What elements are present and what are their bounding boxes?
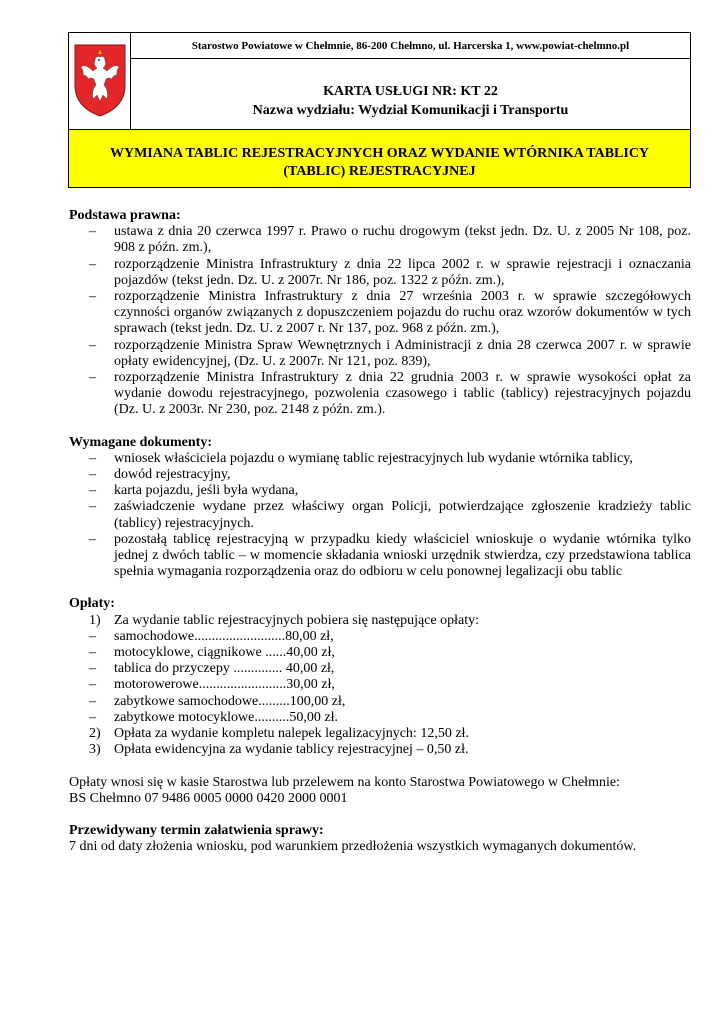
deadline-heading: Przewidywany termin załatwienia sprawy: bbox=[69, 822, 324, 838]
office-address: Starostwo Powiatowe w Chełmnie, 86-200 Chełmno, ul. Harcerska 1, www.powiat-chelmno.pl bbox=[131, 33, 690, 59]
list-item: – motocyklowe, ciągnikowe ......40,00 zł, bbox=[69, 645, 691, 661]
list-item: – rozporządzenie Ministra Infrastruktury z dnia 22 lipca 2002 r. w sprawie rejestracji i oznaczania pojazdów (tekst jedn. Dz. U. z 2007r. Nr 186, poz. 1322 z późn. zm.), bbox=[69, 257, 691, 289]
list-item: – rozporządzenie Ministra Spraw Wewnętrznych i Administracji z dnia 28 czerwca 2007 r. w sprawie opłaty ewidencyjnej, (Dz. U. z 2007r. Nr 121, poz. 839), bbox=[69, 338, 691, 370]
department-name: Nazwa wydziału: Wydział Komunikacji i Transportu bbox=[252, 103, 569, 118]
list-item: – ustawa z dnia 20 czerwca 1997 r. Prawo o ruchu drogowym (tekst jedn. Dz. U. z 2005 Nr 108, poz. 908 z późn. zm.), bbox=[69, 224, 691, 256]
list-item: – tablica do przyczepy .............. 40,00 zł, bbox=[69, 661, 691, 677]
coat-of-arms-icon bbox=[71, 41, 129, 119]
fee-item bbox=[69, 613, 691, 629]
list-item: – wniosek właściciela pojazdu o wymianę tablic rejestracyjnych lub wydanie wtórnika tablicy, bbox=[69, 451, 691, 467]
card-number: KARTA USŁUGI NR: KT 22 bbox=[323, 84, 498, 99]
list-item: – rozporządzenie Ministra Infrastruktury z dnia 27 września 2003 r. w sprawie szczegółowych czynności organów związanych z dopuszczeniem pojazdu do ruchu oraz wzorów dokumentów w tych sprawach (tekst jedn. Dz. U. z 2007 r. Nr 137, poz. 968 z późn. zm.), bbox=[69, 289, 691, 338]
list-item: – karta pojazdu, jeśli była wydana, bbox=[69, 483, 691, 499]
legal-basis-list bbox=[69, 224, 691, 418]
fee-item-text: Opłata za wydanie kompletu nalepek legalizacyjnych: 12,50 zł. bbox=[114, 726, 469, 742]
fee-item-number: 1) bbox=[89, 612, 101, 628]
fee-item-text: Za wydanie tablic rejestracyjnych pobiera się następujące opłaty: bbox=[114, 612, 480, 628]
list-item: – zabytkowe samochodowe.........100,00 zł, bbox=[69, 694, 691, 710]
document-body bbox=[69, 208, 691, 855]
documents-list bbox=[69, 451, 691, 581]
list-item: – motorowerowe.........................30,00 zł, bbox=[69, 677, 691, 693]
service-title bbox=[69, 129, 690, 187]
deadline-text: 7 dni od daty złożenia wniosku, pod warunkiem przedłożenia wszystkich wymaganych dokumentów. bbox=[69, 839, 637, 855]
list-item: – zabytkowe motocyklowe..........50,00 zł. bbox=[69, 710, 691, 726]
fee-item bbox=[69, 742, 691, 758]
fees-list-continued bbox=[69, 726, 691, 758]
list-item: – rozporządzenie Ministra Infrastruktury z dnia 22 grudnia 2003 r. w sprawie wysokości opłat za wydanie dowodu rejestracyjnego, pozwolenia czasowego i tablic (tablicy) rejestracyjnych pojazdu (Dz. U. z 2003r. Nr 230, poz. 2148 z późn. zm.). bbox=[69, 370, 691, 419]
service-title-line2: (TABLIC) REJESTRACYJNEJ bbox=[283, 164, 476, 179]
fees-heading: Opłaty: bbox=[69, 596, 115, 612]
documents-heading: Wymagane dokumenty: bbox=[69, 434, 212, 450]
service-title-line1: WYMIANA TABLIC REJESTRACYJNYCH ORAZ WYDANIE WTÓRNIKA TABLICY bbox=[109, 146, 650, 161]
payment-info: Opłaty wnosi się w kasie Starostwa lub przelewem na konto Starostwa Powiatowego w Chełmnie: bbox=[69, 774, 620, 790]
list-item: – pozostałą tablicę rejestracyjną w przypadku kiedy właściciel wnioskuje o wydanie wtórnika tylko jednej z dwóch tablic – w momencie składania wnioski urzędnik stwierdza, czy przedstawiona tablica spełnia wymagania rozporządzenia oraz do odbioru w celu ponownej legalizacji obu tablic bbox=[69, 532, 691, 581]
bank-account: BS Chełmno 07 9486 0005 0000 0420 2000 0001 bbox=[69, 790, 348, 806]
fee-plate-list bbox=[69, 629, 691, 726]
legal-basis-heading: Podstawa prawna: bbox=[69, 208, 181, 223]
list-item: – samochodowe..........................80,00 zł, bbox=[69, 629, 691, 645]
fee-item-number: 3) bbox=[89, 742, 101, 758]
list-item: – zaświadczenie wydane przez właściwy organ Policji, potwierdzające zgłoszenie kradzieży tablic (tablicy) rejestracyjnych. bbox=[69, 499, 691, 531]
card-info bbox=[131, 59, 690, 129]
fees-list bbox=[69, 613, 691, 629]
fee-item-number: 2) bbox=[89, 726, 101, 742]
list-item: – dowód rejestracyjny, bbox=[69, 467, 691, 483]
crest-cell bbox=[69, 33, 131, 129]
header-table bbox=[68, 32, 691, 188]
fee-item-text: Opłata ewidencyjna za wydanie tablicy rejestracyjnej – 0,50 zł. bbox=[114, 742, 469, 758]
fee-item bbox=[69, 726, 691, 742]
